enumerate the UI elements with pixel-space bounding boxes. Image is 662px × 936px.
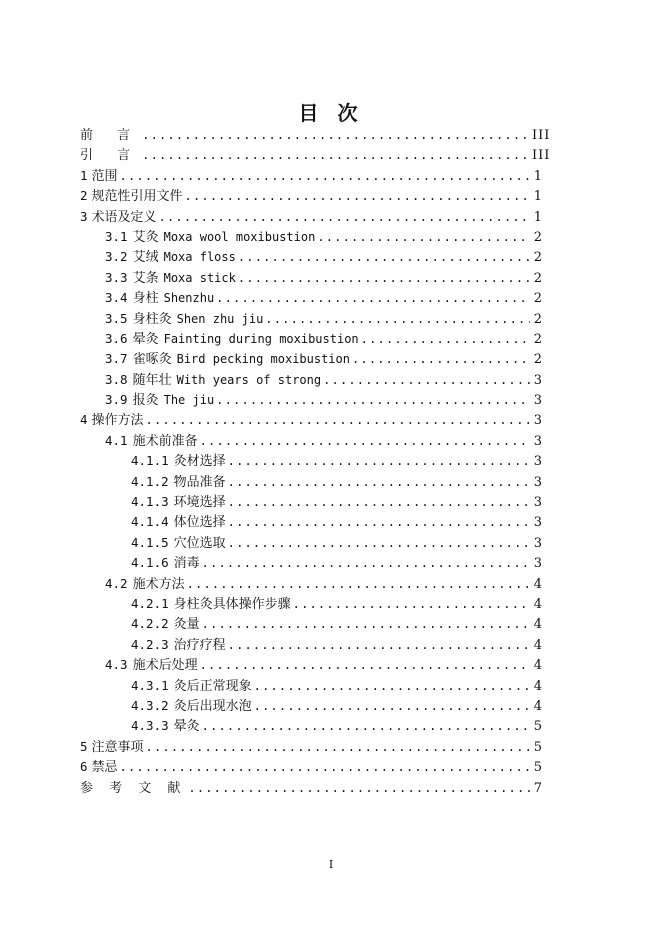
toc-entry-number: 4.1.5 — [131, 534, 169, 550]
toc-entry-number: 3 — [80, 208, 88, 224]
toc-entry[interactable] — [80, 614, 542, 634]
toc-entry-number: 4.1.2 — [131, 473, 169, 489]
toc-entry-label: 物品准备 — [173, 474, 226, 490]
toc-entry-page-number: 2 — [533, 331, 542, 347]
toc-entry-number: 6 — [80, 759, 88, 775]
toc-entry-label: 引 言 — [80, 148, 141, 164]
toc-entry-number: 4.2.3 — [131, 636, 169, 652]
toc-entry-number: 4 — [80, 412, 88, 428]
toc-entry[interactable] — [80, 145, 551, 165]
dot-leader — [159, 207, 530, 227]
toc-entry-label: 艾条 — [132, 270, 159, 286]
toc-entry-number: 3.3 — [105, 269, 128, 285]
toc-entry-page-number: 7 — [533, 780, 542, 796]
toc-entry[interactable] — [80, 492, 542, 512]
toc-entry-label: 禁忌 — [91, 760, 118, 776]
dot-leader — [265, 309, 530, 329]
dot-leader — [146, 410, 530, 430]
toc-entry-number: 3.5 — [105, 310, 128, 326]
toc-entry-english-label: Moxa floss — [163, 250, 236, 265]
toc-entry-page-number: 4 — [533, 576, 542, 592]
toc-entry-number: 1 — [80, 167, 88, 183]
toc-entry-label: 晕灸 — [173, 719, 200, 735]
toc-entry[interactable] — [80, 696, 542, 716]
toc-entry[interactable] — [80, 737, 542, 757]
toc-entry-page-number: 3 — [533, 515, 542, 531]
toc-entry[interactable] — [80, 247, 542, 267]
toc-entry-page-number: 4 — [533, 658, 542, 674]
dot-leader — [254, 676, 530, 696]
toc-entry-page-number: 2 — [533, 229, 542, 245]
dot-leader — [228, 492, 530, 512]
toc-entry-page-number: III — [532, 128, 551, 143]
dot-leader — [293, 594, 530, 614]
dot-leader — [228, 533, 530, 553]
toc-entry-label: 术语及定义 — [91, 209, 157, 225]
toc-entry-label: 报灸 — [132, 393, 159, 409]
toc-entry[interactable] — [80, 472, 542, 492]
toc-entry-label: 前 言 — [80, 128, 141, 143]
dot-leader — [188, 778, 530, 798]
toc-entry-page-number: 2 — [533, 270, 542, 286]
toc-entry-label: 施术后处理 — [132, 658, 198, 674]
toc-entry[interactable] — [80, 227, 542, 247]
dot-leader — [228, 512, 530, 532]
toc-entry[interactable] — [80, 166, 542, 186]
toc-entry[interactable] — [80, 778, 542, 798]
toc-entry[interactable] — [80, 207, 542, 227]
toc-entry-page-number: 3 — [533, 433, 542, 449]
toc-entry-number: 3.1 — [105, 228, 128, 244]
toc-entry[interactable] — [80, 268, 542, 288]
toc-entry-number: 4.3.3 — [131, 718, 169, 734]
toc-entry-page-number: 2 — [533, 250, 542, 266]
toc-entry-page-number: 4 — [533, 698, 542, 714]
table-of-contents — [80, 125, 551, 798]
toc-entry-page-number: 2 — [533, 311, 542, 327]
toc-entry-page-number: 1 — [533, 168, 542, 184]
toc-entry-number: 3.6 — [105, 330, 128, 346]
toc-entry-number: 3.8 — [105, 371, 128, 387]
toc-entry-label: 艾绒 — [132, 250, 159, 266]
toc-entry-english-label: Shenzhu — [163, 291, 215, 306]
toc-entry-label: 体位选择 — [173, 515, 226, 531]
toc-entry-page-number: 3 — [533, 495, 542, 511]
dot-leader — [142, 125, 530, 145]
dot-leader — [228, 635, 530, 655]
toc-entry-label: 身柱灸具体操作步骤 — [173, 596, 291, 612]
toc-entry-label: 施术方法 — [132, 576, 185, 592]
toc-entry-label: 灸材选择 — [173, 454, 226, 470]
footer-page-number: I — [328, 858, 334, 871]
dot-leader — [361, 329, 530, 349]
toc-entry-label: 消毒 — [173, 556, 200, 572]
dot-leader — [216, 288, 530, 308]
toc-entry-page-number: 3 — [533, 556, 542, 572]
toc-entry-page-number: 4 — [533, 637, 542, 653]
dot-leader — [200, 655, 530, 675]
toc-entry-english-label: Fainting during moxibustion — [163, 331, 359, 346]
toc-entry-page-number: 3 — [533, 413, 542, 429]
toc-entry[interactable] — [80, 676, 542, 696]
toc-entry-number: 4.1.3 — [131, 494, 169, 510]
dot-leader — [323, 370, 530, 390]
toc-entry-number: 4.3.1 — [131, 677, 169, 693]
page-title: 目 次 — [298, 101, 364, 125]
toc-entry-label: 规范性引用文件 — [91, 189, 183, 205]
toc-entry[interactable] — [80, 410, 542, 430]
toc-entry[interactable] — [80, 390, 542, 410]
toc-entry-number: 5 — [80, 738, 88, 754]
toc-entry[interactable] — [80, 329, 542, 349]
toc-entry-page-number: 5 — [533, 739, 542, 755]
toc-entry[interactable] — [80, 512, 542, 532]
toc-entry-page-number: 3 — [533, 454, 542, 470]
toc-entry[interactable] — [80, 553, 542, 573]
toc-entry-page-number: III — [532, 148, 551, 164]
dot-leader — [185, 186, 530, 206]
toc-entry-page-number: 3 — [533, 535, 542, 551]
toc-entry[interactable] — [80, 451, 542, 471]
toc-entry-label: 灸量 — [173, 617, 200, 633]
dot-leader — [187, 574, 530, 594]
dot-leader — [352, 349, 530, 369]
dot-leader — [216, 390, 530, 410]
dot-leader — [228, 472, 530, 492]
toc-entry[interactable] — [80, 757, 542, 777]
toc-entry-label: 雀啄灸 — [132, 352, 172, 368]
dot-leader — [142, 145, 530, 165]
toc-entry-page-number: 3 — [533, 372, 542, 388]
toc-entry-number: 4.1.6 — [131, 555, 169, 571]
toc-entry-number: 4.1 — [105, 432, 128, 448]
dot-leader — [228, 451, 530, 471]
toc-entry-number: 3.2 — [105, 249, 128, 265]
toc-entry[interactable] — [80, 186, 542, 206]
toc-entry-page-number: 5 — [533, 760, 542, 776]
toc-entry-number: 4.1.1 — [131, 453, 169, 469]
dot-leader — [202, 614, 530, 634]
toc-entry[interactable] — [80, 635, 542, 655]
toc-entry-english-label: With years of strong — [176, 372, 322, 387]
toc-entry[interactable] — [80, 594, 542, 614]
toc-entry[interactable] — [80, 370, 542, 390]
toc-entry[interactable] — [80, 349, 542, 369]
toc-entry[interactable] — [80, 655, 542, 675]
toc-entry-label: 环境选择 — [173, 495, 226, 511]
toc-entry-number: 3.7 — [105, 351, 128, 367]
dot-leader — [238, 268, 530, 288]
toc-entry-label: 艾灸 — [132, 229, 159, 245]
toc-entry-number: 4.2.2 — [131, 616, 169, 632]
toc-entry-label: 操作方法 — [91, 413, 144, 429]
toc-entry-page-number: 3 — [533, 393, 542, 409]
toc-entry-english-label: Moxa stick — [163, 270, 236, 285]
dot-leader — [202, 716, 530, 736]
toc-entry-english-label: Bird pecking moxibustion — [176, 352, 350, 367]
toc-entry-english-label: Shen zhu jiu — [176, 311, 264, 326]
toc-entry-label: 参 考 文 献 — [80, 780, 187, 796]
toc-entry-label: 施术前准备 — [132, 433, 198, 449]
toc-entry-page-number: 1 — [533, 189, 542, 205]
toc-entry-page-number: 4 — [533, 678, 542, 694]
toc-entry-label: 治疗疗程 — [173, 637, 226, 653]
toc-entry-number: 4.3 — [105, 657, 128, 673]
toc-entry-label: 身柱 — [132, 291, 159, 307]
dot-leader — [200, 431, 530, 451]
toc-entry[interactable] — [80, 125, 551, 145]
toc-entry-label: 灸后出现水泡 — [173, 698, 252, 714]
toc-entry[interactable] — [80, 309, 542, 329]
toc-entry-number: 4.3.2 — [131, 697, 169, 713]
toc-entry-number: 3.4 — [105, 290, 128, 306]
toc-entry[interactable] — [80, 574, 542, 594]
toc-entry-number: 4.1.4 — [131, 514, 169, 530]
toc-entry-label: 穴位选取 — [173, 535, 226, 551]
toc-entry[interactable] — [80, 716, 542, 736]
toc-entry-page-number: 2 — [533, 352, 542, 368]
toc-entry-number: 4.2.1 — [131, 595, 169, 611]
toc-entry-number: 3.9 — [105, 392, 128, 408]
toc-entry-label: 随年壮 — [132, 372, 172, 388]
dot-leader — [254, 696, 530, 716]
toc-entry-page-number: 4 — [533, 617, 542, 633]
dot-leader — [238, 247, 530, 267]
toc-entry-label: 灸后正常现象 — [173, 678, 252, 694]
toc-entry-label: 晕灸 — [132, 331, 159, 347]
toc-entry-english-label: The jiu — [163, 393, 215, 408]
dot-leader — [202, 553, 530, 573]
toc-entry-page-number: 4 — [533, 596, 542, 612]
toc-entry-page-number: 2 — [533, 291, 542, 307]
toc-entry[interactable] — [80, 533, 542, 553]
toc-entry-number: 2 — [80, 188, 88, 204]
toc-entry-label: 范围 — [91, 168, 118, 184]
toc-entry[interactable] — [80, 431, 542, 451]
dot-leader — [120, 166, 530, 186]
toc-entry-english-label: Moxa wool moxibustion — [163, 229, 316, 244]
toc-entry-label: 身柱灸 — [132, 311, 172, 327]
toc-entry-label: 注意事项 — [91, 739, 144, 755]
toc-entry-number: 4.2 — [105, 575, 128, 591]
toc-entry-page-number: 3 — [533, 474, 542, 490]
dot-leader — [317, 227, 530, 247]
dot-leader — [120, 757, 530, 777]
toc-entry-page-number: 5 — [533, 719, 542, 735]
dot-leader — [146, 737, 530, 757]
toc-entry[interactable] — [80, 288, 542, 308]
toc-entry-page-number: 1 — [533, 209, 542, 225]
